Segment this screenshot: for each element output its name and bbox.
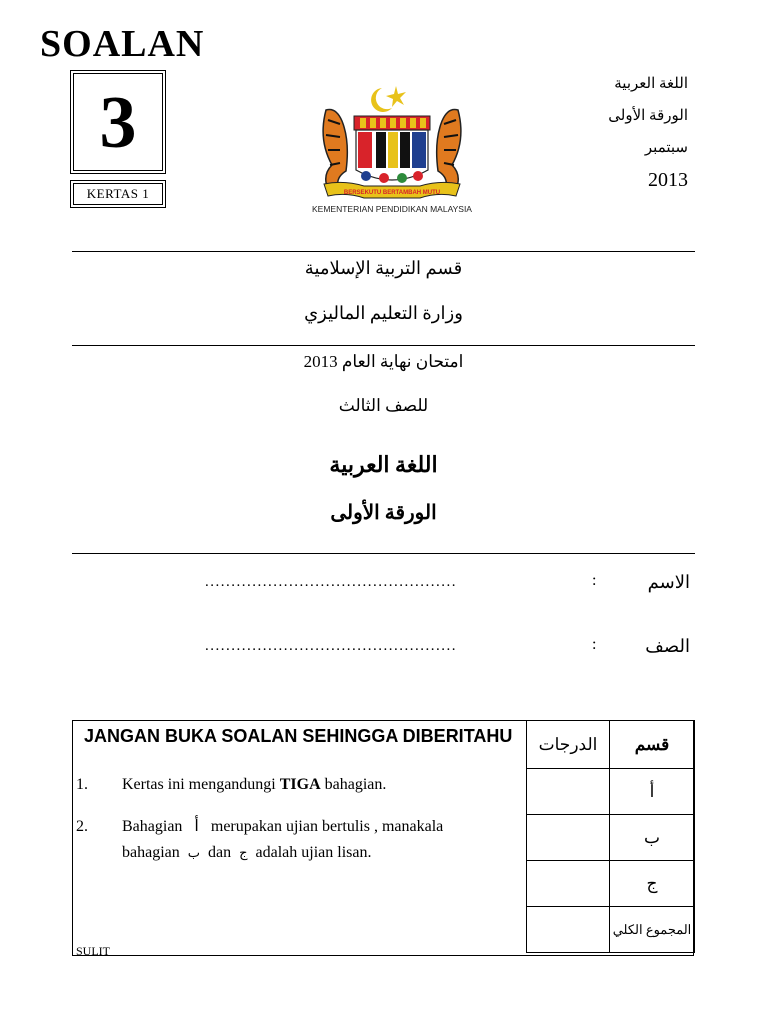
name-label: الاسم xyxy=(647,572,690,592)
marks-table xyxy=(526,720,695,953)
divider xyxy=(72,553,695,554)
class-field[interactable]: ................................................ xyxy=(205,638,457,654)
section-c: ج xyxy=(610,861,695,907)
name-colon: : xyxy=(592,572,597,589)
soalan-heading: SOALAN xyxy=(40,23,205,65)
exam-title: امتحان نهاية العام 2013 xyxy=(303,352,464,371)
instruction-1: Kertas ini mengandungi TIGA bahagian. xyxy=(122,776,387,793)
department-line2: وزارة التعليم الماليزي xyxy=(304,303,463,323)
marks-cell-b[interactable] xyxy=(527,815,610,861)
marks-header: الدرجات xyxy=(527,721,610,769)
instruction-2-line1: Bahagian أ merupakan ujian bertulis , manakala xyxy=(122,818,444,835)
class-colon: : xyxy=(592,636,597,653)
instruction-2-line2: bahagian ب dan ج adalah ujian lisan. xyxy=(122,844,372,861)
name-field[interactable]: ................................................ xyxy=(205,574,457,590)
question-number-box xyxy=(70,70,166,174)
malaysia-coat-of-arms-icon xyxy=(304,80,480,230)
exam-paper: الورقة الأولى xyxy=(330,502,437,524)
top-subject: اللغة العربية xyxy=(614,76,688,92)
section-header: قسم xyxy=(610,721,695,769)
exam-grade: للصف الثالث xyxy=(338,396,429,415)
question-number: 3 xyxy=(99,82,137,164)
instructions-box xyxy=(72,720,526,956)
top-month: سبتمبر xyxy=(644,140,688,156)
top-right-info xyxy=(608,68,688,196)
crest-motto: BERSEKUTU BERTAMBAH MUTU xyxy=(343,190,441,196)
instruction-number: 2. xyxy=(76,818,88,835)
warning-title: JANGAN BUKA SOALAN SEHINGGA DIBERITAHU xyxy=(84,726,513,746)
kertas-label: KERTAS 1 xyxy=(70,180,166,208)
marks-cell-c[interactable] xyxy=(527,861,610,907)
sulit-footer: SULIT xyxy=(76,944,110,958)
divider xyxy=(72,345,695,346)
instruction-number: 1. xyxy=(76,776,88,793)
department-line1: قسم التربية الإسلامية xyxy=(304,258,463,278)
marks-cell-a[interactable] xyxy=(527,769,610,815)
section-b: ب xyxy=(610,815,695,861)
top-paper: الورقة الأولى xyxy=(608,108,688,124)
exam-subject: اللغة العربية xyxy=(329,452,438,477)
class-label: الصف xyxy=(645,636,690,656)
top-year: 2013 xyxy=(648,169,688,191)
section-a: أ xyxy=(610,769,695,815)
ministry-name: KEMENTERIAN PENDIDIKAN MALAYSIA xyxy=(312,204,472,214)
marks-cell-total[interactable] xyxy=(527,907,610,953)
divider xyxy=(72,251,695,252)
total-label: المجموع الكلي xyxy=(610,907,695,953)
